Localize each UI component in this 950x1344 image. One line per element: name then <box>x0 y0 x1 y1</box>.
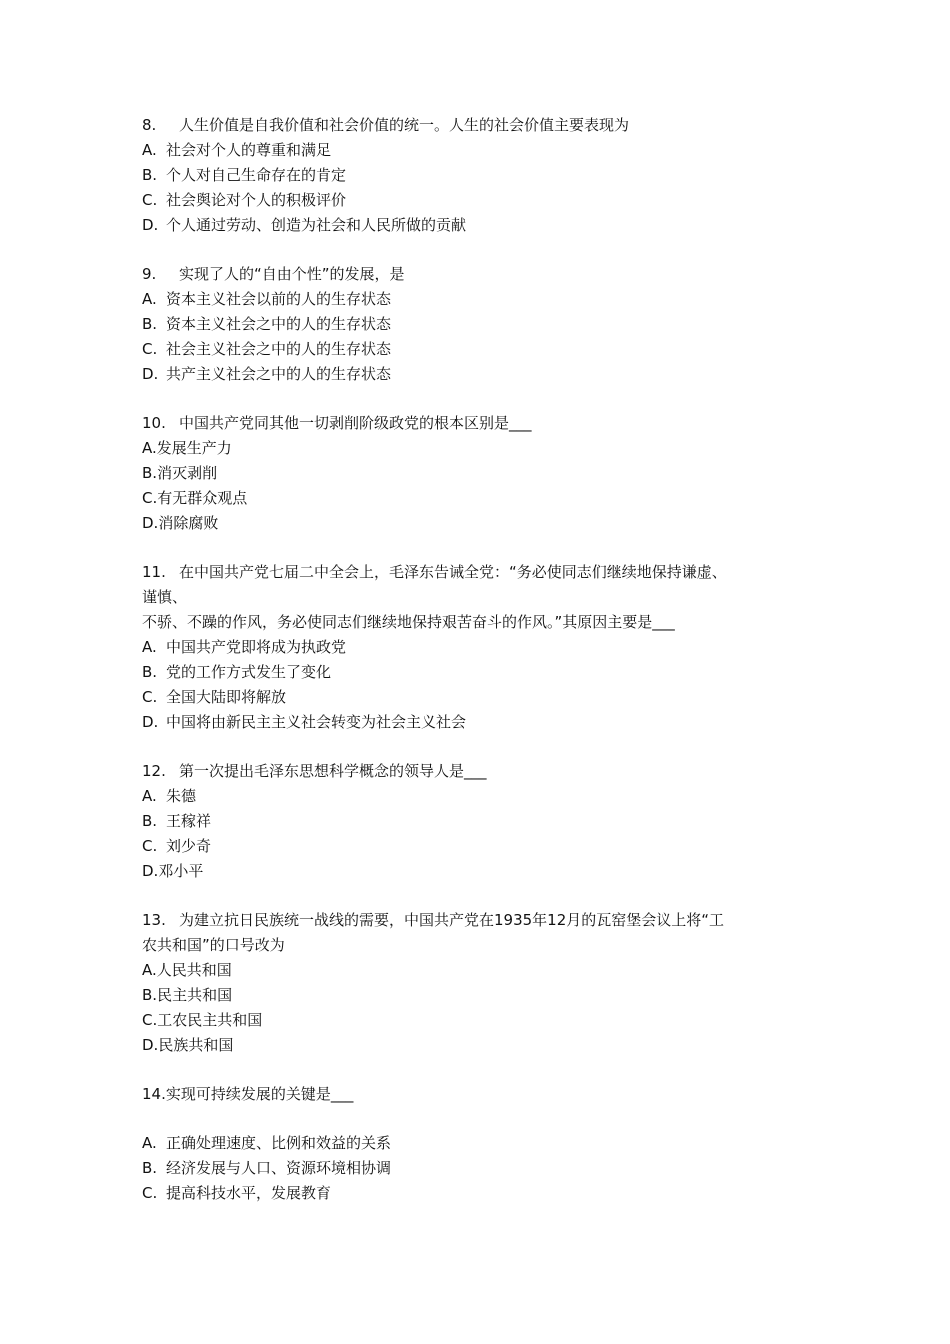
question-number: 9. <box>142 265 157 283</box>
option-text: 消除腐败 <box>158 514 219 532</box>
question-stem-continued <box>142 585 830 610</box>
option-text: 资本主义社会之中的人的生存状态 <box>166 315 392 333</box>
question-number: 13. <box>142 911 166 929</box>
option-letter: D. <box>142 216 159 234</box>
option-letter: C. <box>142 1184 158 1202</box>
option-a <box>142 1131 830 1156</box>
question-stem-continued <box>142 933 830 958</box>
question-text: 农共和国”的口号改为 <box>142 936 285 954</box>
blank-line <box>142 1107 830 1131</box>
option-text: 提高科技水平，发展教育 <box>166 1184 332 1202</box>
option-text: 正确处理速度、比例和效益的关系 <box>166 1134 392 1152</box>
option-letter: C. <box>142 191 158 209</box>
option-letter: A. <box>142 439 157 457</box>
option-c <box>142 486 830 511</box>
option-letter: A. <box>142 1134 157 1152</box>
option-b <box>142 461 830 486</box>
option-letter: D. <box>142 514 159 532</box>
option-d <box>142 1033 830 1058</box>
question-text: 中国共产党同其他一切剥削阶级政党的根本区别是___ <box>179 414 532 432</box>
question-number: 8. <box>142 116 157 134</box>
option-text: 消灭剥削 <box>157 464 218 482</box>
option-text: 发展生产力 <box>156 439 232 457</box>
option-letter: A. <box>142 141 157 159</box>
question-13 <box>142 908 830 1058</box>
option-letter: B. <box>142 986 158 1004</box>
option-letter: D. <box>142 713 159 731</box>
option-text: 共产主义社会之中的人的生存状态 <box>166 365 392 383</box>
option-a <box>142 958 830 983</box>
question-12 <box>142 759 830 884</box>
option-text: 邓小平 <box>158 862 204 880</box>
question-8 <box>142 113 830 238</box>
question-stem <box>142 908 830 933</box>
option-text: 朱德 <box>166 787 197 805</box>
question-text: 为建立抗日民族统一战线的需要，中国共产党在1935年12月的瓦窑堡会议上将“工 <box>179 911 725 929</box>
option-text: 党的工作方式发生了变化 <box>166 663 332 681</box>
option-b <box>142 809 830 834</box>
option-text: 个人通过劳动、创造为社会和人民所做的贡献 <box>166 216 467 234</box>
question-text: 人生价值是自我价值和社会价值的统一。人生的社会价值主要表现为 <box>179 116 630 134</box>
option-d <box>142 859 830 884</box>
option-letter: B. <box>142 812 158 830</box>
question-9 <box>142 262 830 387</box>
option-a <box>142 635 830 660</box>
option-d <box>142 511 830 536</box>
option-letter: C. <box>142 1011 158 1029</box>
option-text: 社会舆论对个人的积极评价 <box>166 191 347 209</box>
option-text: 刘少奇 <box>166 837 212 855</box>
option-text: 民族共和国 <box>158 1036 234 1054</box>
option-text: 民主共和国 <box>157 986 233 1004</box>
question-stem <box>142 113 830 138</box>
option-letter: A. <box>142 290 157 308</box>
option-text: 社会对个人的尊重和满足 <box>166 141 332 159</box>
question-number: 11. <box>142 563 166 581</box>
question-text: 在中国共产党七届二中全会上，毛泽东告诫全党：“务必使同志们继续地保持谦虚、 <box>179 563 727 581</box>
option-letter: C. <box>142 688 158 706</box>
question-number: 10. <box>142 414 166 432</box>
option-letter: B. <box>142 663 158 681</box>
option-a <box>142 436 830 461</box>
option-text: 有无群众观点 <box>157 489 248 507</box>
option-a <box>142 784 830 809</box>
question-stem <box>142 759 830 784</box>
option-a <box>142 138 830 163</box>
option-text: 中国共产党即将成为执政党 <box>166 638 347 656</box>
option-letter: B. <box>142 464 158 482</box>
option-c <box>142 685 830 710</box>
option-letter: B. <box>142 166 158 184</box>
question-stem <box>142 262 830 287</box>
question-stem <box>142 411 830 436</box>
question-stem <box>142 560 830 585</box>
option-a <box>142 287 830 312</box>
option-letter: C. <box>142 340 158 358</box>
option-text: 工农民主共和国 <box>157 1011 263 1029</box>
question-text: 实现可持续发展的关键是___ <box>165 1085 354 1103</box>
option-letter: A. <box>142 787 157 805</box>
option-text: 全国大陆即将解放 <box>166 688 287 706</box>
option-b <box>142 312 830 337</box>
question-stem-continued <box>142 610 830 635</box>
option-b <box>142 1156 830 1181</box>
question-11 <box>142 560 830 735</box>
option-text: 个人对自己生命存在的肯定 <box>166 166 347 184</box>
question-number: 14. <box>142 1085 166 1103</box>
question-14 <box>142 1082 830 1206</box>
option-letter: C. <box>142 837 158 855</box>
option-letter: B. <box>142 1159 158 1177</box>
option-text: 中国将由新民主主义社会转变为社会主义社会 <box>166 713 467 731</box>
question-text: 不骄、不躁的作风，务必使同志们继续地保持艰苦奋斗的作风。”其原因主要是___ <box>142 613 675 631</box>
question-text: 谨慎、 <box>142 588 188 606</box>
option-text: 社会主义社会之中的人的生存状态 <box>166 340 392 358</box>
option-c <box>142 1181 830 1206</box>
option-b <box>142 163 830 188</box>
option-d <box>142 362 830 387</box>
option-c <box>142 188 830 213</box>
option-letter: D. <box>142 862 159 880</box>
option-letter: D. <box>142 1036 159 1054</box>
option-letter: C. <box>142 489 158 507</box>
option-c <box>142 1008 830 1033</box>
option-b <box>142 983 830 1008</box>
option-d <box>142 213 830 238</box>
option-d <box>142 710 830 735</box>
option-text: 人民共和国 <box>156 961 232 979</box>
option-letter: B. <box>142 315 158 333</box>
question-text: 第一次提出毛泽东思想科学概念的领导人是___ <box>179 762 487 780</box>
question-10 <box>142 411 830 536</box>
option-letter: D. <box>142 365 159 383</box>
option-c <box>142 834 830 859</box>
option-c <box>142 337 830 362</box>
question-stem <box>142 1082 830 1107</box>
option-text: 资本主义社会以前的人的生存状态 <box>166 290 392 308</box>
option-letter: A. <box>142 961 157 979</box>
question-text: 实现了人的“自由个性”的发展，是 <box>179 265 405 283</box>
option-text: 经济发展与人口、资源环境相协调 <box>166 1159 392 1177</box>
question-number: 12. <box>142 762 166 780</box>
option-letter: A. <box>142 638 157 656</box>
option-text: 王稼祥 <box>166 812 212 830</box>
option-b <box>142 660 830 685</box>
